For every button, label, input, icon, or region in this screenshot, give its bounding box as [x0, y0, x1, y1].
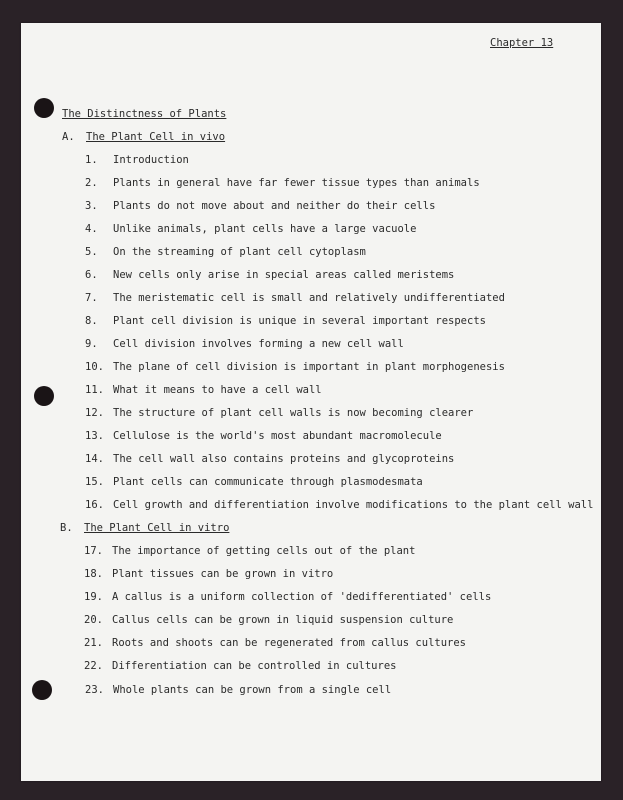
- item-text: Differentiation can be controlled in cultures: [112, 660, 397, 672]
- item-text: Unlike animals, plant cells have a large vacuole: [113, 223, 417, 235]
- item-text: Plants in general have far fewer tissue types than animals: [113, 177, 480, 189]
- item-number: 2.: [85, 177, 98, 189]
- list-item: [85, 384, 322, 396]
- punch-hole-bottom: [32, 680, 52, 700]
- punch-hole-top: [34, 98, 54, 118]
- section-b-heading: [60, 522, 229, 534]
- item-number: 20.: [84, 614, 103, 626]
- section-a-heading: [62, 131, 225, 143]
- item-text: Plant cell division is unique in several important respects: [113, 315, 486, 327]
- item-number: 15.: [85, 476, 104, 488]
- item-number: 19.: [84, 591, 103, 603]
- list-item: [84, 591, 491, 603]
- item-text: Whole plants can be grown from a single cell: [113, 684, 392, 696]
- list-item: [85, 223, 416, 235]
- item-text: The structure of plant cell walls is now becoming clearer: [113, 407, 474, 419]
- list-item: [85, 476, 423, 488]
- list-item: [85, 430, 442, 442]
- item-number: 7.: [85, 292, 98, 304]
- item-text: Plant tissues can be grown in vitro: [112, 568, 334, 580]
- list-item: [85, 177, 480, 189]
- item-number: 1.: [85, 154, 98, 166]
- list-item: [85, 200, 435, 212]
- item-text: Cell growth and differentiation involve modifications to the plant cell wall: [113, 499, 594, 511]
- item-number: 17.: [84, 545, 103, 557]
- item-text: Callus cells can be grown in liquid suspension culture: [112, 614, 454, 626]
- item-text: A callus is a uniform collection of 'dedifferentiated' cells: [112, 591, 492, 603]
- list-item: [85, 453, 454, 465]
- list-item: [85, 269, 454, 281]
- list-item: [85, 315, 486, 327]
- item-number: 18.: [84, 568, 103, 580]
- item-number: 21.: [84, 637, 103, 649]
- item-text: On the streaming of plant cell cytoplasm: [113, 246, 366, 258]
- document-page: [21, 23, 601, 781]
- item-number: 23.: [85, 684, 104, 696]
- list-item: [85, 684, 391, 696]
- list-item: [84, 660, 396, 672]
- list-item: [85, 154, 189, 166]
- item-text: What it means to have a cell wall: [113, 384, 322, 396]
- item-text: Plant cells can communicate through plasmodesmata: [113, 476, 423, 488]
- item-number: 13.: [85, 430, 104, 442]
- item-text: New cells only arise in special areas called meristems: [113, 269, 455, 281]
- list-item: [85, 361, 505, 373]
- item-text: Introduction: [113, 154, 189, 166]
- item-number: 6.: [85, 269, 98, 281]
- item-number: 9.: [85, 338, 98, 350]
- section-letter: B.: [60, 522, 73, 534]
- section-letter: A.: [62, 131, 75, 143]
- item-number: 22.: [84, 660, 103, 672]
- item-text: The plane of cell division is important in plant morphogenesis: [113, 361, 505, 373]
- item-text: The meristematic cell is small and relatively undifferentiated: [113, 292, 505, 304]
- section-title: The Plant Cell in vitro: [84, 522, 230, 534]
- item-number: 12.: [85, 407, 104, 419]
- item-number: 14.: [85, 453, 104, 465]
- item-text: Cellulose is the world's most abundant macromolecule: [113, 430, 442, 442]
- list-item: [84, 568, 333, 580]
- list-item: [85, 292, 505, 304]
- list-item: [85, 499, 593, 511]
- list-item: [85, 338, 404, 350]
- item-text: Roots and shoots can be regenerated from callus cultures: [112, 637, 467, 649]
- list-item: [84, 545, 415, 557]
- page-heading: The Distinctness of Plants: [62, 108, 227, 120]
- chapter-label: Chapter 13: [490, 37, 554, 49]
- item-number: 5.: [85, 246, 98, 258]
- item-number: 3.: [85, 200, 98, 212]
- item-number: 4.: [85, 223, 98, 235]
- item-text: The importance of getting cells out of the plant: [112, 545, 416, 557]
- section-title: The Plant Cell in vivo: [86, 131, 226, 143]
- list-item: [85, 407, 473, 419]
- item-number: 16.: [85, 499, 104, 511]
- list-item: [85, 246, 366, 258]
- list-item: [84, 614, 453, 626]
- item-number: 10.: [85, 361, 104, 373]
- item-text: Plants do not move about and neither do their cells: [113, 200, 436, 212]
- list-item: [84, 637, 466, 649]
- item-text: Cell division involves forming a new cell wall: [113, 338, 404, 350]
- item-text: The cell wall also contains proteins and glycoproteins: [113, 453, 455, 465]
- punch-hole-middle: [34, 386, 54, 406]
- item-number: 8.: [85, 315, 98, 327]
- item-number: 11.: [85, 384, 104, 396]
